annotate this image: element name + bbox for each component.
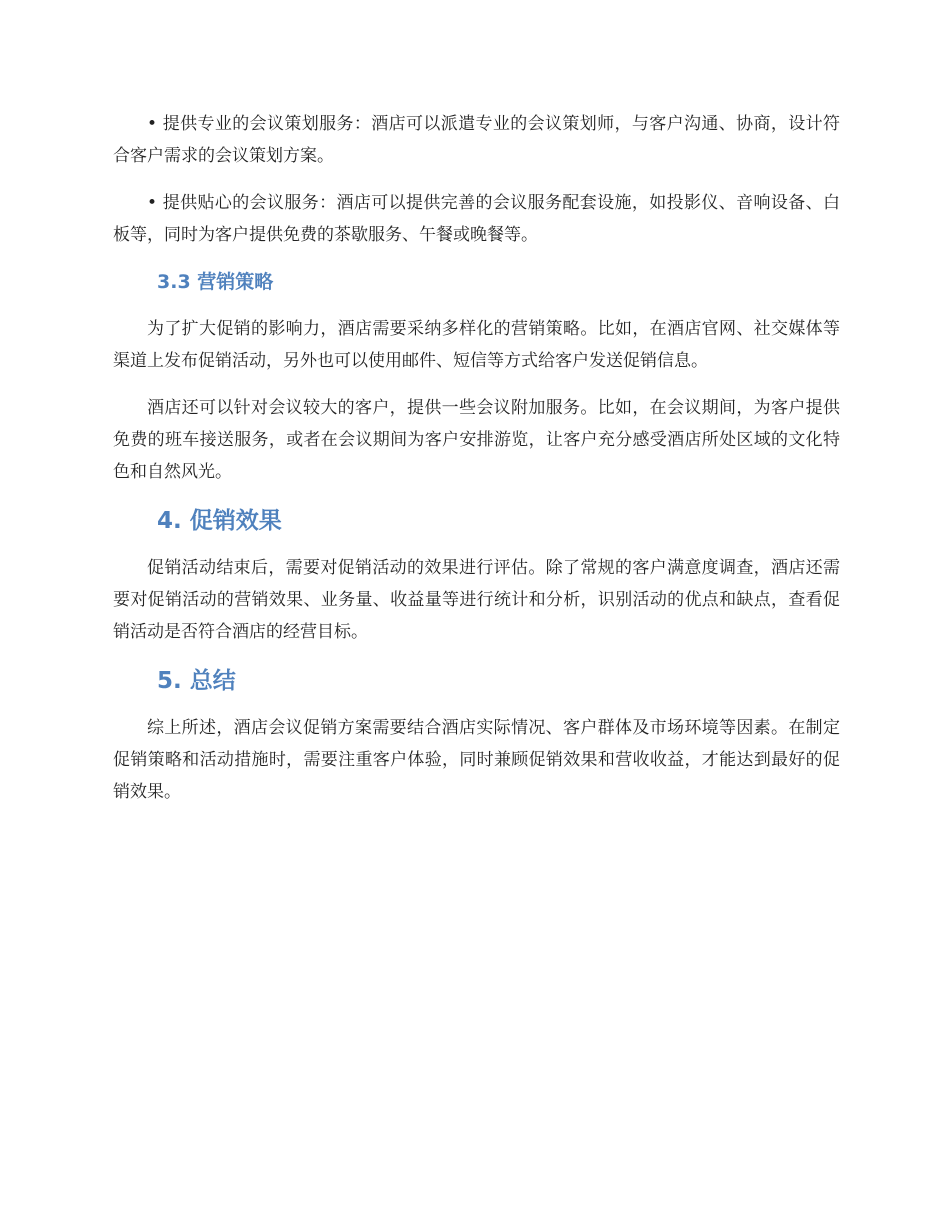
- section-heading-marketing: 3.3 营销策略: [157, 271, 274, 293]
- section-heading-effect: 4. 促销效果: [157, 508, 282, 534]
- bullet-meeting-planning: • 提供专业的会议策划服务：酒店可以派遣专业的会议策划师，与客户沟通、协商，设计符合客户需求的会议策划方案。: [113, 114, 840, 166]
- paragraph-marketing-extra-services: 酒店还可以针对会议较大的客户，提供一些会议附加服务。比如，在会议期间，为客户提供免费的班车接送服务，或者在会议期间为客户安排游览，让客户充分感受酒店所处区域的文化特色和自然风光。: [113, 398, 840, 482]
- document-page: [113, 108, 840, 823]
- section-heading-summary: 5. 总结: [157, 668, 236, 694]
- paragraph-effect: 促销活动结束后，需要对促销活动的效果进行评估。除了常规的客户满意度调查，酒店还需要对促销活动的营销效果、业务量、收益量等进行统计和分析，识别活动的优点和缺点，查看促销活动是否符合酒店的经营目标。: [113, 558, 840, 642]
- bullet-meeting-service: • 提供贴心的会议服务：酒店可以提供完善的会议服务配套设施，如投影仪、音响设备、白板等，同时为客户提供免费的茶歇服务、午餐或晚餐等。: [113, 193, 840, 245]
- paragraph-marketing-channels: 为了扩大促销的影响力，酒店需要采纳多样化的营销策略。比如，在酒店官网、社交媒体等渠道上发布促销活动，另外也可以使用邮件、短信等方式给客户发送促销信息。: [113, 319, 840, 371]
- paragraph-summary: 综上所述，酒店会议促销方案需要结合酒店实际情况、客户群体及市场环境等因素。在制定促销策略和活动措施时，需要注重客户体验，同时兼顾促销效果和营收收益，才能达到最好的促销效果。: [113, 718, 840, 802]
